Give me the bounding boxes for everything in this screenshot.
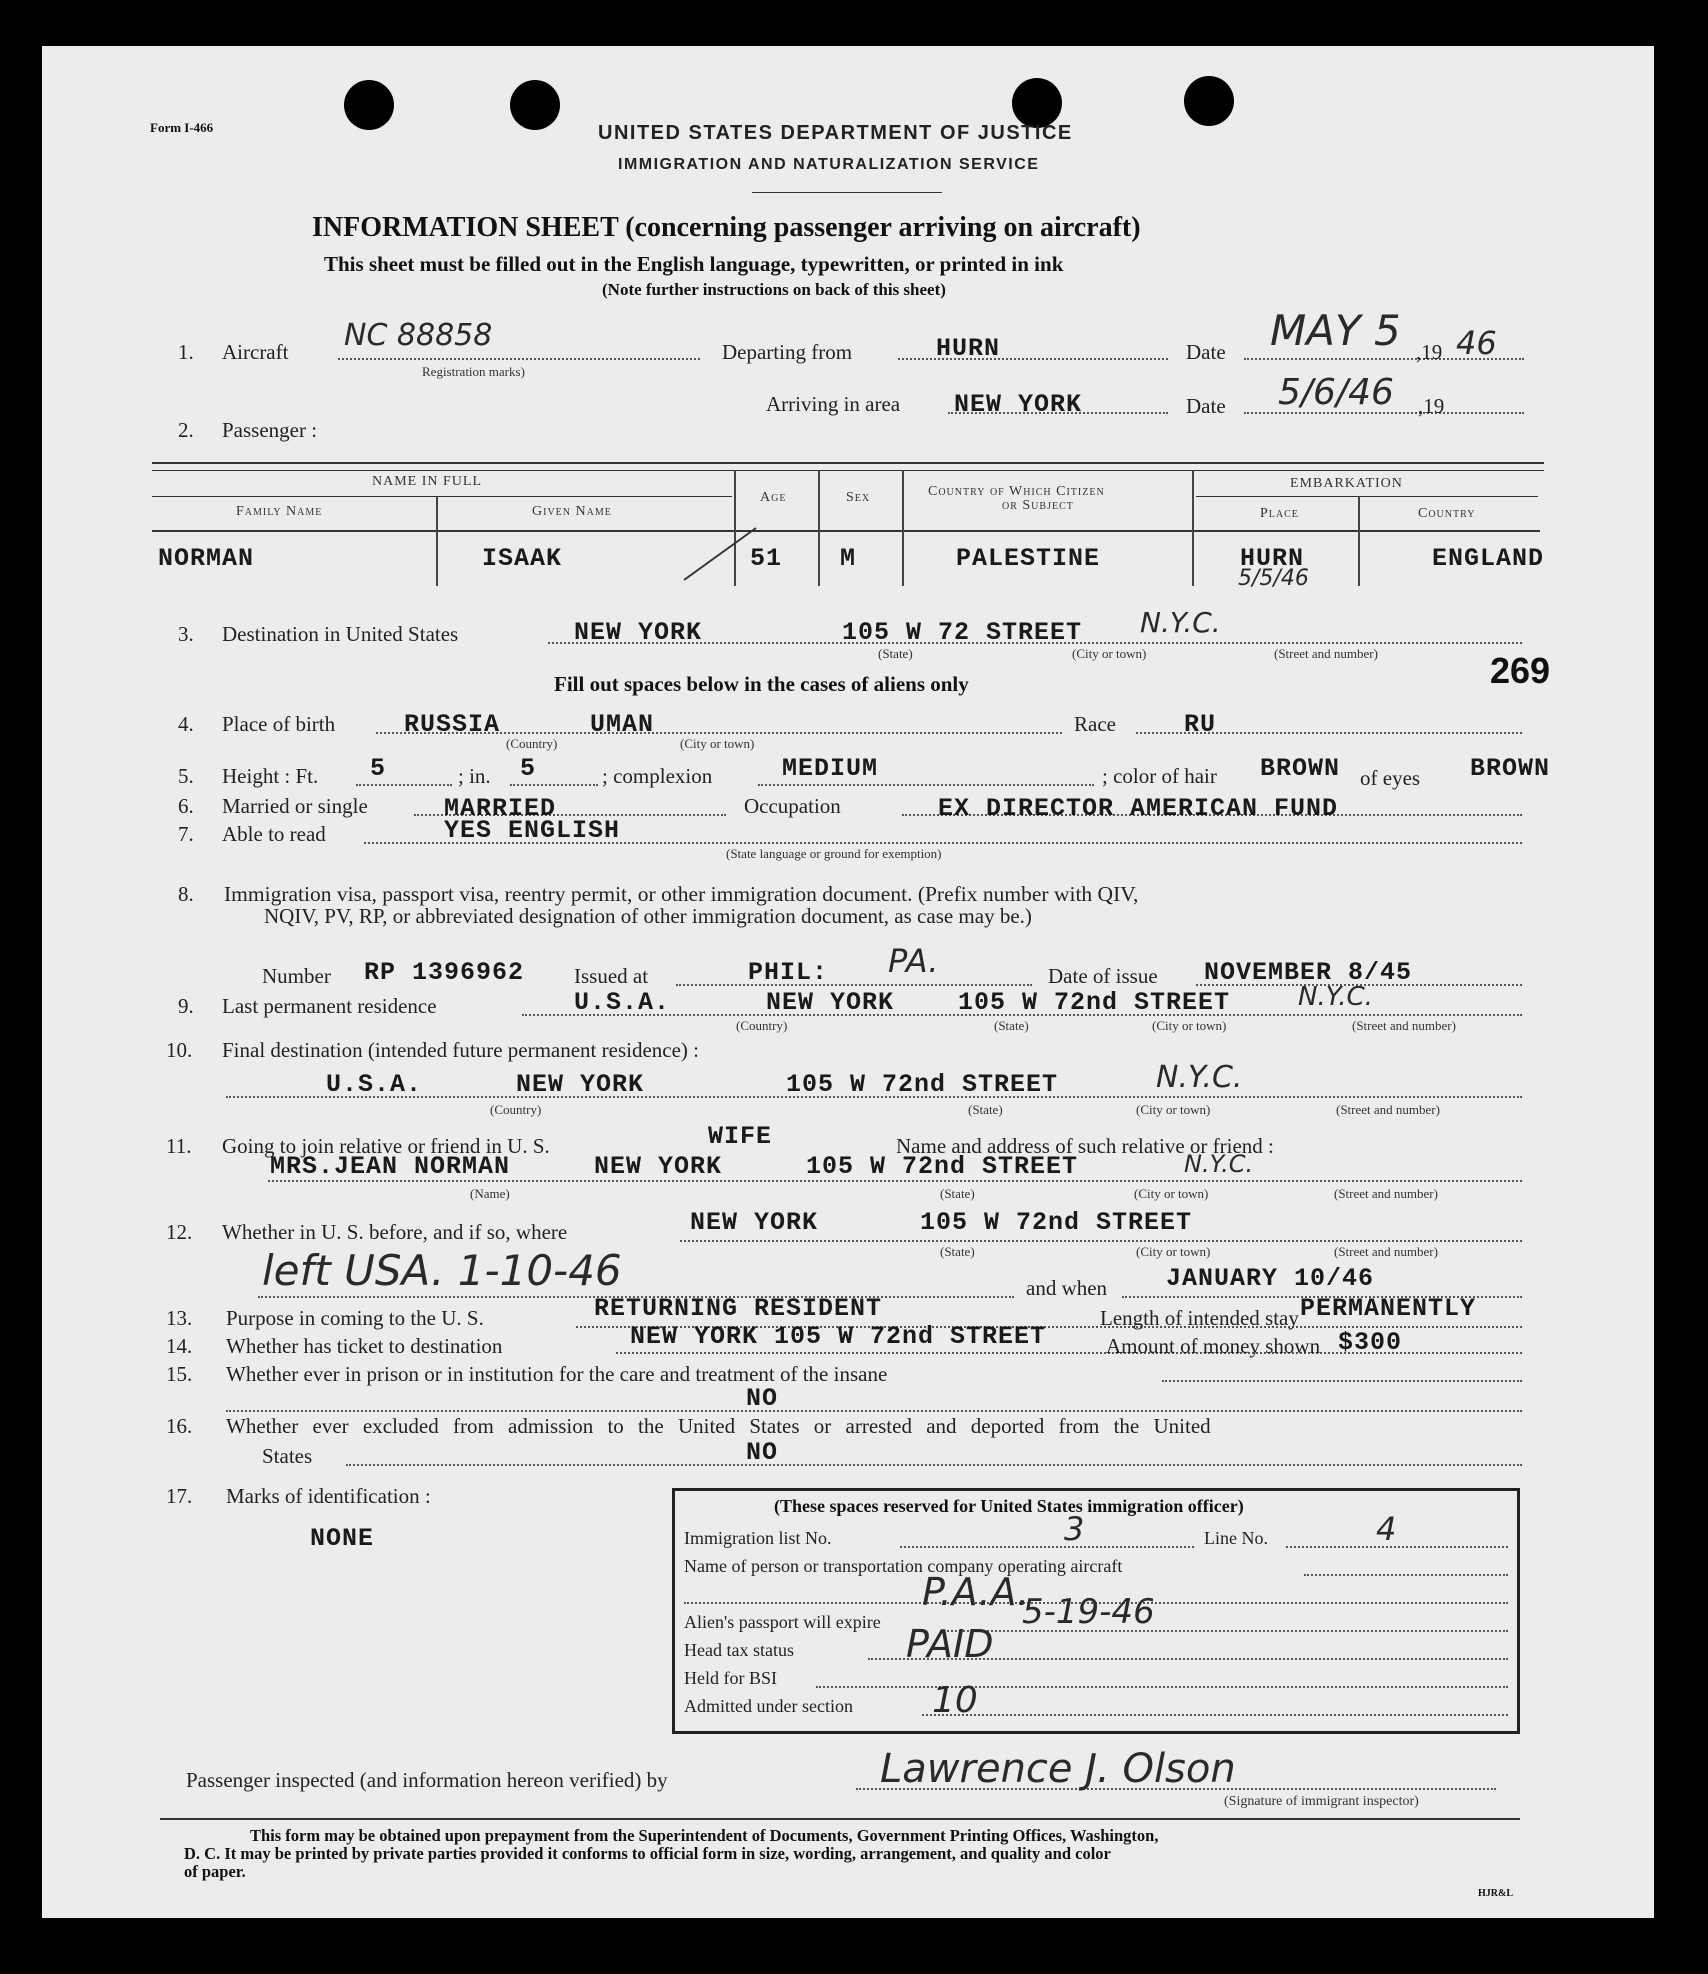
before-hand-note: left USA. 1-10-46: [262, 1246, 622, 1295]
date-issue-value: NOVEMBER 8/45: [1204, 958, 1413, 987]
city-caption: (City or town): [1134, 1186, 1209, 1201]
punch-hole: [344, 80, 394, 130]
table-column-divider: [818, 470, 820, 586]
city-caption: (City or town): [1152, 1018, 1227, 1033]
line-underline: [1286, 1546, 1508, 1548]
footer-line-3: of paper.: [184, 1862, 246, 1881]
last-residence-label: Last permanent residence: [222, 994, 437, 1018]
table-header-rule: [1196, 496, 1538, 497]
issued-hand: PA.: [888, 942, 939, 980]
destination-state: NEW YORK: [574, 618, 703, 647]
section-underline: [922, 1714, 1508, 1716]
street-caption: (Street and number): [1336, 1102, 1440, 1117]
age-header: Age: [760, 490, 787, 505]
destination-street: 105 W 72 STREET: [842, 618, 1083, 647]
table-column-divider: [902, 470, 904, 586]
registration-caption: Registration marks): [422, 364, 525, 379]
item-number: 6.: [178, 794, 194, 818]
city-caption: (City or town): [1072, 646, 1147, 661]
table-top-rule: [152, 470, 1544, 471]
before-state: NEW YORK: [690, 1208, 819, 1237]
bsi-label: Held for BSI: [684, 1668, 777, 1688]
embark-country-header: Country: [1418, 506, 1476, 521]
complexion-value: MEDIUM: [782, 754, 879, 783]
inches-label: ; in.: [458, 764, 491, 788]
final-destination-city: N.Y.C.: [1156, 1060, 1243, 1095]
passport-label: Alien's passport will expire: [684, 1612, 881, 1632]
punch-hole: [1012, 78, 1062, 128]
footer-line-1: This form may be obtained upon prepayment from the Superintendent of Documents, Government Printing Offices, Washington,: [250, 1826, 1159, 1845]
date-value: MAY 5: [1270, 306, 1401, 355]
birth-city: UMAN: [590, 710, 655, 739]
before-street: 105 W 72nd STREET: [920, 1208, 1193, 1237]
relative-state: NEW YORK: [594, 1152, 723, 1181]
final-destination-label: Final destination (intended future permanent residence) :: [222, 1038, 700, 1062]
destination-city: N.Y.C.: [1140, 606, 1221, 639]
table-header-bottom-rule: [152, 530, 1540, 532]
department-heading: UNITED STATES DEPARTMENT OF JUSTICE: [598, 122, 1073, 144]
punch-hole: [510, 80, 560, 130]
city-caption: (City or town): [1136, 1102, 1211, 1117]
height-label: Height : Ft.: [222, 764, 319, 788]
item-number: 12.: [166, 1220, 193, 1244]
place-header: Place: [1260, 506, 1299, 521]
departing-label: Departing from: [722, 340, 853, 364]
given-name-value: ISAAK: [482, 544, 563, 573]
relative-city: N.Y.C.: [1184, 1150, 1254, 1178]
purpose-value: RETURNING RESIDENT: [594, 1294, 883, 1323]
read-label: Able to read: [222, 822, 326, 846]
feet-underline: [356, 784, 452, 786]
date2-label: Date: [1186, 394, 1226, 418]
arriving-value: NEW YORK: [954, 390, 1083, 419]
state-caption: (State): [940, 1244, 975, 1259]
sex-value: M: [840, 544, 857, 573]
item-number: 17.: [166, 1484, 193, 1508]
list-label: Immigration list No.: [684, 1528, 832, 1548]
final-destination-street: 105 W 72nd STREET: [786, 1070, 1059, 1099]
date-year-prefix: ,19: [1416, 340, 1443, 364]
departing-value: HURN: [936, 334, 1001, 363]
citizen-value: PALESTINE: [956, 544, 1101, 573]
age-value: 51: [750, 544, 783, 573]
prison-label: Whether ever in prison or in institution for the care and treatment of the insane: [226, 1362, 888, 1386]
street-caption: (Street and number): [1334, 1244, 1438, 1259]
state-caption: (State): [968, 1102, 1003, 1117]
marks-label: Marks of identification :: [226, 1484, 431, 1508]
marks-value: NONE: [310, 1524, 375, 1553]
excluded-label: Whether ever excluded from admission to the United States or arrested and deported from the United: [226, 1414, 1211, 1438]
occupation-label: Occupation: [744, 794, 841, 818]
table-header-rule: [152, 496, 732, 497]
state-caption: (State): [940, 1186, 975, 1201]
item-number: 7.: [178, 822, 194, 846]
form-note: (Note further instructions on back of this sheet): [602, 280, 946, 299]
date-year-value: 46: [1456, 324, 1497, 362]
excluded-underline: [346, 1464, 1522, 1466]
list-value: 3: [1064, 1510, 1085, 1548]
date-issue-label: Date of issue: [1048, 964, 1158, 988]
embark-country-value: ENGLAND: [1432, 544, 1545, 573]
inches-underline: [510, 784, 598, 786]
form-title: INFORMATION SHEET (concerning passenger arriving on aircraft): [312, 212, 1141, 243]
money-label: Amount of money shown: [1106, 1334, 1321, 1358]
embark-date-note: 5/5/46: [1238, 566, 1309, 591]
item-number: 2.: [178, 418, 194, 442]
visa-instructions-2: NQIV, PV, RP, or abbreviated designation of other immigration document, as case may be.): [264, 904, 1032, 928]
height-inches: 5: [520, 754, 537, 783]
name-in-full-header: NAME IN FULL: [372, 474, 482, 489]
footer-line-2: D. C. It may be printed by private parties provided it conforms to official form in size, wording, arrangement, and quality and color: [184, 1844, 1111, 1863]
issued-underline: [676, 984, 1032, 986]
aircraft-label: Aircraft: [222, 340, 289, 364]
aliens-heading: Fill out spaces below in the cases of aliens only: [554, 672, 969, 696]
form-id: Form I-466: [150, 120, 214, 135]
excluded-value: NO: [746, 1438, 779, 1467]
issued-value: PHIL:: [748, 958, 829, 987]
passenger-label: Passenger :: [222, 418, 318, 442]
item-number: 8.: [178, 882, 194, 906]
length-label: Length of intended stay: [1100, 1306, 1299, 1330]
excluded-label-2: States: [262, 1444, 313, 1468]
hair-value: BROWN: [1260, 754, 1341, 783]
occupation-value: EX DIRECTOR AMERICAN FUND: [938, 794, 1339, 823]
section-value: 10: [932, 1680, 978, 1721]
aircraft-underline: [338, 358, 700, 360]
join-relative-label: Going to join relative or friend in U. S.: [222, 1134, 550, 1158]
last-residence-country: U.S.A.: [574, 988, 671, 1017]
inspected-label: Passenger inspected (and information hereon verified) by: [186, 1768, 668, 1792]
page-number: 269: [1490, 650, 1551, 691]
birth-country: RUSSIA: [404, 710, 501, 739]
eyes-label: of eyes: [1360, 766, 1421, 790]
country-caption: (Country): [506, 736, 558, 751]
purpose-label: Purpose in coming to the U. S.: [226, 1306, 484, 1330]
item-number: 5.: [178, 764, 194, 788]
signature-caption: (Signature of immigrant inspector): [1224, 1794, 1419, 1809]
bsi-underline: [816, 1686, 1508, 1688]
before-label: Whether in U. S. before, and if so, where: [222, 1220, 568, 1244]
item-number: 10.: [166, 1038, 193, 1062]
country-header: Country of Which Citizen: [928, 484, 1105, 499]
city-caption: (City or town): [1136, 1244, 1211, 1259]
prison-underline-2: [226, 1410, 1522, 1412]
street-caption: (Street and number): [1274, 646, 1378, 661]
issued-label: Issued at: [574, 964, 649, 988]
operator-label: Name of person or transportation company operating aircraft: [684, 1556, 1123, 1576]
list-underline: [900, 1546, 1194, 1548]
table-column-divider: [436, 496, 438, 586]
item-number: 13.: [166, 1306, 193, 1330]
date-label: Date: [1186, 340, 1226, 364]
relative-name: MRS.JEAN NORMAN: [270, 1152, 511, 1181]
form-subtitle: This sheet must be filled out in the English language, typewritten, or printed in ink: [324, 252, 1064, 276]
inspector-signature: Lawrence J. Olson: [880, 1746, 1236, 1792]
hair-label: ; color of hair: [1102, 764, 1217, 788]
embarkation-header: EMBARKATION: [1290, 476, 1403, 491]
final-destination-state: NEW YORK: [516, 1070, 645, 1099]
passport-value: 5-19-46: [1022, 1592, 1155, 1632]
complexion-underline: [758, 784, 1094, 786]
read-caption: (State language or ground for exemption): [726, 846, 942, 861]
prison-value: NO: [746, 1384, 779, 1413]
visa-instructions: Immigration visa, passport visa, reentry permit, or other immigration document. (Prefix number with QIV,: [224, 882, 1139, 906]
relative-street: 105 W 72nd STREET: [806, 1152, 1079, 1181]
sex-header: Sex: [846, 490, 871, 505]
marital-value: MARRIED: [444, 794, 557, 823]
operator-underline: [1304, 1574, 1508, 1576]
table-top-rule: [152, 462, 1544, 464]
date2-value: 5/6/46: [1278, 372, 1394, 413]
last-residence-state: NEW YORK: [766, 988, 895, 1017]
footer-rule: [160, 1818, 1520, 1820]
last-residence-city: N.Y.C.: [1298, 982, 1373, 1012]
eyes-value: BROWN: [1470, 754, 1551, 783]
pen-stroke: [680, 520, 760, 584]
final-destination-country: U.S.A.: [326, 1070, 423, 1099]
date2-year-prefix: ,19: [1418, 394, 1445, 418]
when-label: and when: [1026, 1276, 1108, 1300]
table-column-divider: [1358, 496, 1360, 586]
family-name-value: NORMAN: [158, 544, 255, 573]
item-number: 4.: [178, 712, 194, 736]
read-value: YES ENGLISH: [444, 816, 621, 845]
name-address-label: Name and address of such relative or friend :: [896, 1134, 1274, 1158]
number-value: RP 1396962: [364, 958, 525, 987]
number-label: Number: [262, 964, 331, 988]
money-value: $300: [1338, 1328, 1403, 1357]
destination-label: Destination in United States: [222, 622, 459, 646]
embark-place-value: HURN: [1240, 544, 1305, 573]
ticket-value: NEW YORK 105 W 72nd STREET: [630, 1322, 1047, 1351]
service-heading: IMMIGRATION AND NATURALIZATION SERVICE: [618, 156, 1040, 173]
given-name-header: Given Name: [532, 504, 612, 519]
item-number: 15.: [166, 1362, 193, 1386]
before-underline: [680, 1240, 1522, 1242]
headtax-value: PAID: [906, 1622, 994, 1666]
item-number: 16.: [166, 1414, 193, 1438]
country-caption: (Country): [490, 1102, 542, 1117]
street-caption: (Street and number): [1334, 1186, 1438, 1201]
item-number: 1.: [178, 340, 194, 364]
state-caption: (State): [994, 1018, 1029, 1033]
item-number: 3.: [178, 622, 194, 646]
item-number: 14.: [166, 1334, 193, 1358]
race-label: Race: [1074, 712, 1116, 736]
section-label: Admitted under section: [684, 1696, 853, 1716]
item-number: 11.: [166, 1134, 192, 1158]
state-caption: (State): [878, 646, 913, 661]
street-caption: (Street and number): [1352, 1018, 1456, 1033]
race-value: RU: [1184, 710, 1217, 739]
length-value: PERMANENTLY: [1300, 1294, 1477, 1323]
relation-value: WIFE: [708, 1122, 773, 1151]
marital-label: Married or single: [222, 794, 368, 818]
ticket-label: Whether has ticket to destination: [226, 1334, 503, 1358]
last-residence-street: 105 W 72nd STREET: [958, 988, 1231, 1017]
city-caption: (City or town): [680, 736, 755, 751]
officer-box-heading: (These spaces reserved for United States immigration officer): [774, 1496, 1244, 1516]
complexion-label: ; complexion: [602, 764, 713, 788]
country-header-2: or Subject: [1002, 498, 1074, 513]
punch-hole: [1184, 76, 1234, 126]
arriving-label: Arriving in area: [766, 392, 901, 416]
aircraft-value: NC 88858: [344, 318, 493, 353]
name-caption: (Name): [470, 1186, 510, 1201]
printer-mark: HJR&L: [1478, 1888, 1513, 1899]
prison-underline: [1162, 1380, 1522, 1382]
item-number: 9.: [178, 994, 194, 1018]
table-column-divider: [1192, 470, 1194, 586]
birthplace-label: Place of birth: [222, 712, 336, 736]
height-feet: 5: [370, 754, 387, 783]
family-name-header: Family Name: [236, 504, 323, 519]
headtax-label: Head tax status: [684, 1640, 794, 1660]
operator-value: P.A.A.: [922, 1570, 1030, 1614]
line-label: Line No.: [1204, 1528, 1268, 1548]
header-rule: [752, 192, 942, 193]
when-value: JANUARY 10/46: [1166, 1264, 1375, 1293]
country-caption: (Country): [736, 1018, 788, 1033]
line-value: 4: [1376, 1510, 1397, 1548]
